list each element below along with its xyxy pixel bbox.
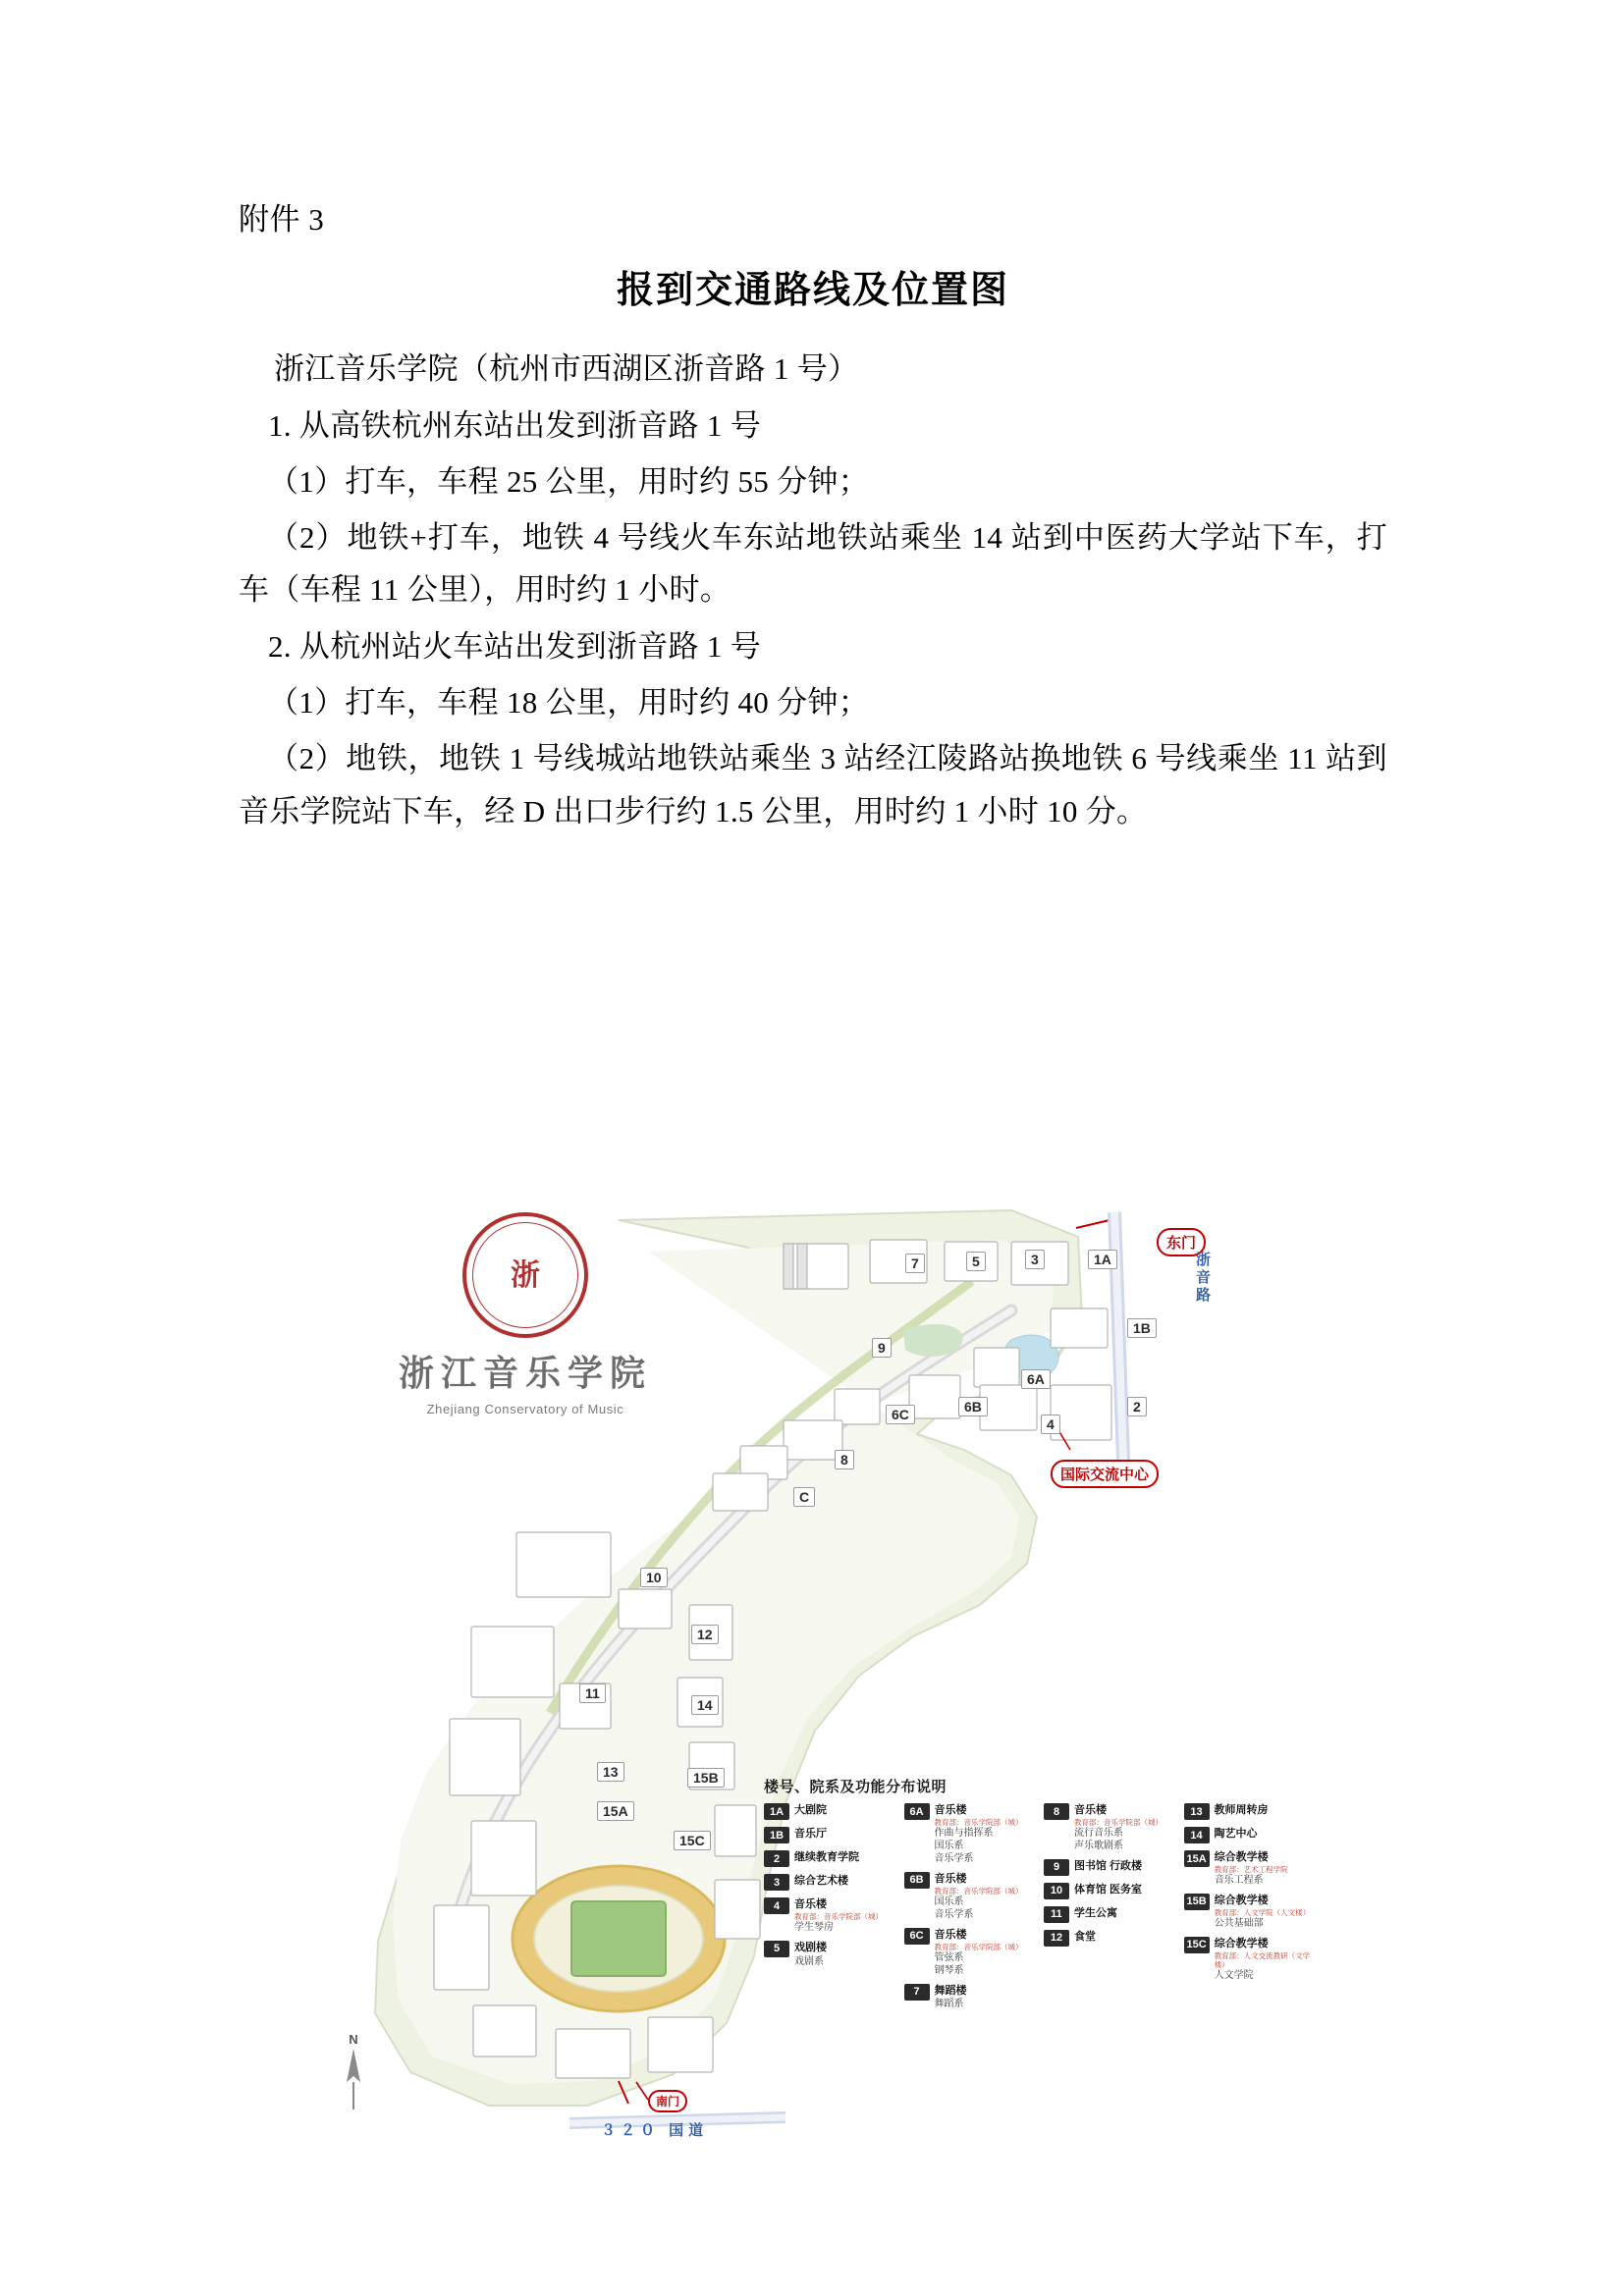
legend-name: 综合教学楼 [1214, 1894, 1269, 1906]
road-name-label: 浙音路 [1194, 1252, 1211, 1305]
building-label-14: 14 [691, 1695, 719, 1715]
legend-name: 音乐楼 [934, 1804, 967, 1816]
campus-map-figure [324, 1193, 1316, 2155]
legend-dept: 音乐学系 [934, 1908, 974, 1920]
legend-dept: 公共基础部 [1214, 1917, 1264, 1929]
legend-dept: 国乐系 [934, 1896, 964, 1907]
logo-name-en: Zhejiang Conservatory of Music [426, 1402, 624, 1416]
legend-item [764, 1897, 894, 1934]
legend-item [764, 1850, 894, 1867]
legend-subtitle: 教育部：音乐学院部（城） [794, 1911, 883, 1921]
legend-item [764, 1941, 894, 1968]
legend-item [1044, 1803, 1174, 1852]
legend-name: 音乐楼 [1074, 1804, 1107, 1816]
legend-code: 14 [1184, 1827, 1210, 1843]
compass-icon: N [349, 2032, 358, 2047]
legend-code: 7 [904, 1984, 930, 2001]
seal-text: 浙 [511, 1258, 540, 1292]
building-label-1a: 1A [1088, 1250, 1117, 1269]
legend-name: 音乐楼 [934, 1928, 967, 1941]
legend-name: 音乐厅 [794, 1828, 827, 1840]
building-label-13: 13 [597, 1762, 624, 1782]
building-label-2: 2 [1127, 1397, 1147, 1416]
legend-code: 1A [764, 1803, 789, 1820]
legend-dept: 作曲与指挥系 [934, 1827, 994, 1839]
seal-icon [462, 1212, 588, 1338]
paragraph-route1-heading: 1. 从高铁杭州东站出发到浙音路 1 号 [268, 407, 761, 443]
legend-name: 学生公寓 [1074, 1906, 1117, 1919]
legend-dept: 流行音乐系 [1074, 1827, 1123, 1839]
legend-code: 9 [1044, 1859, 1069, 1876]
legend-code: 1B [764, 1827, 789, 1843]
building-label-6c: 6C [886, 1405, 915, 1424]
legend-dept: 音乐工程系 [1214, 1874, 1264, 1886]
building-label-15c: 15C [674, 1831, 711, 1850]
paragraph-route1-option2: （2）地铁+打车，地铁 4 号线火车东站地铁站乘坐 14 站到中医药大学站下车，打车（车程 11 公里），用时约 1 小时。 [239, 520, 1387, 608]
building-label-4: 4 [1041, 1415, 1060, 1434]
legend-name: 舞蹈楼 [934, 1984, 967, 1997]
legend-item [1044, 1930, 1174, 1947]
building-label-12: 12 [691, 1625, 719, 1644]
legend-code: 15C [1184, 1937, 1210, 1953]
legend-code: 6B [904, 1872, 930, 1889]
legend-item [904, 1928, 1035, 1977]
legend-name: 大剧院 [794, 1804, 827, 1816]
legend-code: 4 [764, 1897, 789, 1914]
legend-subtitle: 教育部：艺术工程学院 [1214, 1864, 1288, 1874]
legend-item [904, 1984, 1035, 2011]
legend-code: 12 [1044, 1930, 1069, 1947]
legend-item [764, 1827, 894, 1843]
legend-column-2 [904, 1803, 1035, 2017]
logo-name-cn: 浙江音乐学院 [398, 1354, 652, 1393]
document-body [239, 201, 1387, 841]
legend-dept: 音乐学系 [934, 1852, 974, 1864]
attachment-label: 附件 3 [239, 202, 325, 237]
legend-item [1184, 1850, 1315, 1887]
legend-item [1184, 1937, 1315, 1982]
building-label-15a: 15A [597, 1801, 634, 1821]
legend-code: 13 [1184, 1803, 1210, 1820]
east-gate-marker: 东门 [1157, 1228, 1206, 1256]
legend-code: 15B [1184, 1894, 1210, 1910]
university-logo [378, 1212, 673, 1416]
legend-column-1 [764, 1803, 894, 2017]
legend-code: 6A [904, 1803, 930, 1820]
legend-name: 食堂 [1074, 1930, 1096, 1943]
international-center-marker: 国际交流中心 [1051, 1460, 1159, 1488]
legend-name: 体育馆 医务室 [1074, 1883, 1143, 1896]
legend-code: 3 [764, 1874, 789, 1891]
paragraph-route2-option2: （2）地铁，地铁 1 号线城站地铁站乘坐 3 站经江陵路站换地铁 6 号线乘坐 11 站到音乐学院站下车，经 D 出口步行约 1.5 公里，用时约 1 小时 10 分。 [239, 741, 1387, 828]
building-label-c: C [793, 1487, 815, 1507]
legend-code: 2 [764, 1850, 789, 1867]
legend-column-4 [1184, 1803, 1315, 2017]
legend-name: 戏剧楼 [794, 1941, 827, 1953]
paragraph-route2-option1: （1）打车，车程 18 公里，用时约 40 分钟； [268, 685, 869, 721]
legend-subtitle: 教育部：人文学院（人文楼） [1214, 1907, 1311, 1917]
legend-subtitle: 教育部：音乐学院部（城） [934, 1942, 1023, 1951]
legend-name: 陶艺中心 [1214, 1828, 1258, 1840]
legend-name: 音乐楼 [934, 1872, 967, 1885]
legend-dept: 人文学院 [1214, 1969, 1254, 1981]
legend-code: 11 [1044, 1906, 1069, 1923]
legend-title: 楼号、院系及功能分布说明 [764, 1779, 947, 1795]
legend-dept: 戏剧系 [794, 1955, 824, 1967]
legend-item [1044, 1883, 1174, 1899]
legend-item [904, 1803, 1035, 1865]
legend-dept: 舞蹈系 [934, 1999, 964, 2010]
legend-dept: 钢琴系 [934, 1964, 964, 1976]
legend-dept: 学生琴房 [794, 1921, 834, 1933]
legend-name: 综合教学楼 [1214, 1937, 1269, 1949]
legend-name: 综合教学楼 [1214, 1851, 1269, 1863]
building-label-9: 9 [872, 1338, 892, 1358]
legend-item [764, 1803, 894, 1820]
legend-subtitle: 教育部：音乐学院部（城） [934, 1817, 1023, 1827]
building-label-15b: 15B [687, 1768, 725, 1788]
legend-code: 6C [904, 1928, 930, 1945]
legend-dept: 声乐歌剧系 [1074, 1840, 1123, 1851]
legend-subtitle: 教育部：人文交流教研（文学楼） [1214, 1950, 1311, 1969]
legend-code: 8 [1044, 1803, 1069, 1820]
legend-name: 音乐楼 [794, 1898, 827, 1910]
legend-item [1184, 1827, 1315, 1843]
legend-code: 15A [1184, 1850, 1210, 1867]
legend-item [1184, 1894, 1315, 1930]
building-label-11: 11 [579, 1683, 606, 1703]
legend-dept: 管弦系 [934, 1951, 964, 1963]
legend-item [904, 1872, 1035, 1921]
legend-name: 继续教育学院 [794, 1851, 859, 1863]
building-label-5: 5 [966, 1252, 986, 1271]
building-label-3: 3 [1025, 1250, 1045, 1269]
legend-subtitle: 教育部：音乐学院部（城） [1074, 1817, 1163, 1827]
paragraph-address: 浙江音乐学院（杭州市西湖区浙音路 1 号） [274, 351, 859, 387]
building-label-6a: 6A [1021, 1369, 1051, 1389]
building-label-10: 10 [640, 1568, 668, 1587]
legend-item [1184, 1803, 1315, 1820]
national-road-label: ３２０ 国道 [601, 2122, 709, 2139]
legend-subtitle: 教育部：音乐学院部（城） [934, 1886, 1023, 1896]
map-legend [764, 1776, 1314, 2017]
legend-item [1044, 1906, 1174, 1923]
building-label-7: 7 [905, 1254, 925, 1273]
legend-column-3 [1044, 1803, 1174, 2017]
legend-dept: 国乐系 [934, 1840, 964, 1851]
paragraph-route2-heading: 2. 从杭州站火车站出发到浙音路 1 号 [268, 628, 761, 664]
page-title: 报到交通路线及位置图 [616, 270, 1009, 312]
legend-item [764, 1874, 894, 1891]
south-gate-marker: 南门 [648, 2090, 687, 2112]
legend-name: 教师周转房 [1214, 1804, 1269, 1816]
building-label-6b: 6B [958, 1397, 988, 1416]
paragraph-route1-option1: （1）打车，车程 25 公里，用时约 55 分钟； [268, 463, 869, 499]
building-label-1b: 1B [1127, 1318, 1157, 1338]
legend-code: 10 [1044, 1883, 1069, 1899]
legend-code: 5 [764, 1941, 789, 1957]
legend-name: 图书馆 行政楼 [1074, 1859, 1143, 1872]
legend-item [1044, 1859, 1174, 1876]
building-label-8: 8 [835, 1450, 854, 1469]
legend-name: 综合艺术楼 [794, 1875, 848, 1887]
